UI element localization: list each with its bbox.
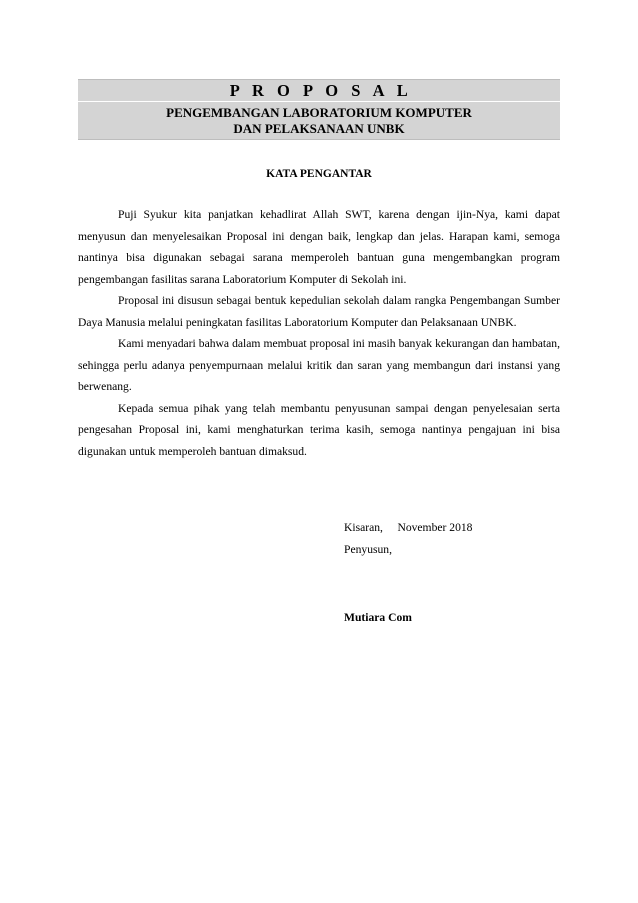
signer-name: Mutiara Com	[344, 611, 412, 624]
signer-role: Penyusun,	[344, 542, 392, 556]
place-date: Kisaran, November 2018	[344, 521, 473, 534]
proposal-subtitle-line-1: PENGEMBANGAN LABORATORIUM KOMPUTER	[166, 105, 472, 120]
paragraph-3: Kami menyadari bahwa dalam membuat proposal ini masih banyak kekurangan dan hambatan, sehingga perlu adanya penyempurnaan melalui kritik dan saran yang membangun dari instansi yang berwenang.	[78, 337, 560, 393]
paragraph-1: Puji Syukur kita panjatkan kehadlirat Allah SWT, karena dengan ijin-Nya, kami dapat menyusun dan menyelesaikan Proposal ini dengan baik, lengkap dan jelas. Harapan kami, semoga nantinya bisa digunakan sebagai sarana memperoleh bantuan guna mengembangkan program pengembangan fasilitas sarana Laboratorium Komputer di Sekolah ini.	[78, 208, 560, 286]
proposal-header	[78, 79, 560, 140]
paragraph-2: Proposal ini disusun sebagai bentuk kepedulian sekolah dalam rangka Pengembangan Sumber Daya Manusia melalui peningkatan fasilitas Laboratorium Komputer dan Pelaksanaan UNBK.	[78, 294, 560, 329]
section-title: KATA PENGANTAR	[266, 168, 372, 180]
foreword-body	[78, 204, 560, 462]
signature-block	[344, 517, 560, 560]
proposal-subtitle-line-2: DAN PELAKSANAAN UNBK	[233, 121, 405, 136]
proposal-title: P R O P O S A L	[78, 80, 560, 102]
paragraph-4: Kepada semua pihak yang telah membantu penyusunan sampai dengan penyelesaian serta pengesahan Proposal ini, kami menghaturkan terima kasih, semoga nantinya pengajuan ini bisa digunakan untuk memperoleh bantuan dimaksud.	[78, 401, 560, 458]
